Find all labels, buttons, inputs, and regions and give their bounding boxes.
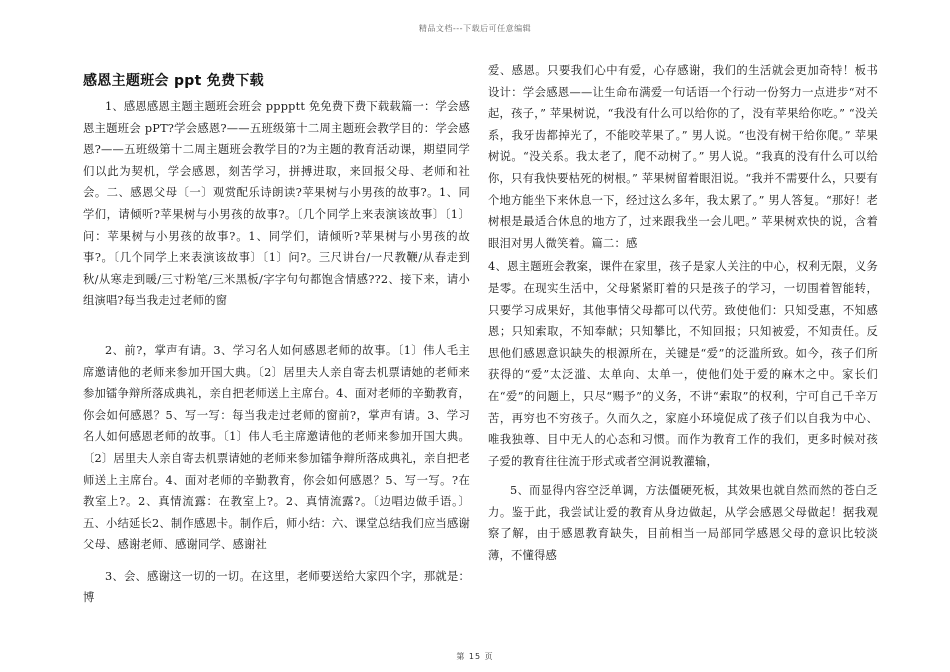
paragraph-gap xyxy=(488,472,878,480)
paragraph-right-3: 5、而显得内容空泛单调，方法僵硬死板，其效果也就自然而然的苍白乏力。鉴于此，我尝试让爱的教育从身边做起，从学会感恩父母做起！据我观察了解，由于感恩教育缺失，目前相当一局部同学感恩父母的意识比较淡薄，不懂得感 xyxy=(488,484,878,563)
paragraph-3: 3、会、感谢这一切的一切。在这里，老师要送给大家四个字，那就是：博 xyxy=(83,569,470,605)
paragraph-gap xyxy=(83,312,470,340)
document-title: 感恩主题班会 ppt 免费下载 xyxy=(83,73,264,89)
paragraph-right-1: 爱、感恩。只要我们心中有爱，心存感谢，我们的生活就会更加奇特！板书设计：学会感恩——让生命布满爱一句话语一个行动一份努力一点进步“对不起，孩子，” 苹果树说，“我没有什么可以给你的了，没有苹果给你吃。” “没关系，我牙齿都掉光了，不能咬苹果了。” 男人说。“也没有树干给你爬。” 苹果树说。“没关系。我太老了，爬不动树了。” 男人说。“我真的没有什么可以给你，只有我快要枯死的树根。” 苹果树留着眼泪说。“我并不需要什么，只要有个地方能坐下来休息一下，经过这么多年，我太累了。” 男人答复。“那好！老树根是最适合休息的地方了，过来跟我坐一会儿吧。” 苹果树欢快的说，含着眼泪对男人微笑着。篇二：感 xyxy=(488,64,878,250)
paragraph-2: 2、前?，掌声有请。3、学习名人如何感恩老师的故事。〔1〕伟人毛主席邀请他的老师来参加开国大典。〔2〕居里夫人亲自寄去机票请她的老师来参加镭争辩所落成典礼，亲自把老师送上主席台。4、面对老师的辛勤教育，你会如何感恩？5、写一写：每当我走过老师的窗前?，掌声有请。3、学习名人如何感恩老师的故事。〔1〕伟人毛主席邀请他的老师来参加开国大典。〔2〕居里夫人亲自寄去机票请她的老师来参加镭争辩所落成典礼，亲自把老师送上主席台。4、面对老师的辛勤教育，你会如何感恩？5、写一写。?在教室上?。2、真情流露：在教室上?。2、真情流露?。〔边唱边做手语。〕五、小结延长2、制作感恩卡。制作后，师小结：六、课堂总结我们应当感谢父母、感谢老师、感谢同学、感谢社 xyxy=(83,343,470,552)
page-number: 第 15 页 xyxy=(456,652,494,661)
paragraph-gap xyxy=(83,556,470,566)
paragraph-right-2: 4、恩主题班会教案，课件在家里，孩子是家人关注的中心，权利无限，义务是零。在现实生活中，父母紧紧盯着的只是孩子的学习，一切围着智能转，只要学习成果好，其他事情父母都可以代劳。致使他们：只知受惠，不知感恩；只知索取，不知奉献；只知攀比，不知回报；只知被爱，不知责任。反思他们感恩意识缺失的根源所在，关键是“爱”的泛滥所致。如今，孩子们所获得的“爱”太泛滥、太单向、太单一，使他们处于爱的麻木之中。家长们在“爱”的问题上，只尽“赐予”的义务，不讲“索取”的权利，宁可自己千辛万苦，再穷也不穷孩子。久而久之，家庭小环境促成了孩子们以自我为中心、唯我独尊、目中无人的心态和习惯。而作为教育工作的我们，更多时候对孩子爱的教育往往流于形式或者空洞说教灌输， xyxy=(488,260,878,468)
page-header: 精品文档---下载后可任意编辑 xyxy=(418,24,532,33)
left-column xyxy=(83,60,470,609)
paragraph-1: 1、感恩感恩主题主题班会班会 pppptt 免免费下费下载载篇一：学会感恩主题班会 pPT?学会感恩?——五班级第十二周主题班会教学目的：学会感恩?——五班级第十二周主题班会教学目的?为主题的教育活动课，期望同学们以此为契机，学会感恩，刻苦学习，拼搏进取，来回报父母、老师和社会。二、感恩父母〔一〕观赏配乐诗朗读?苹果树与小男孩的故事?。1、同学们，请倾听?苹果树与小男孩的故事?。〔几个同学上来表演该故事〕〔1〕问：苹果树与小男孩的故事?。1、同学们，请倾听?苹果树与小男孩的故事?。〔几个同学上来表演该故事〕〔1〕问?。三尺讲台/一尺教鞭/从春走到秋/从寒走到暖/三寸粉笔/三米黑板/字字句句都饱含情感??2、接下来，请小组演唱?每当我走过老师的窗 xyxy=(83,100,470,308)
right-column xyxy=(488,60,878,567)
